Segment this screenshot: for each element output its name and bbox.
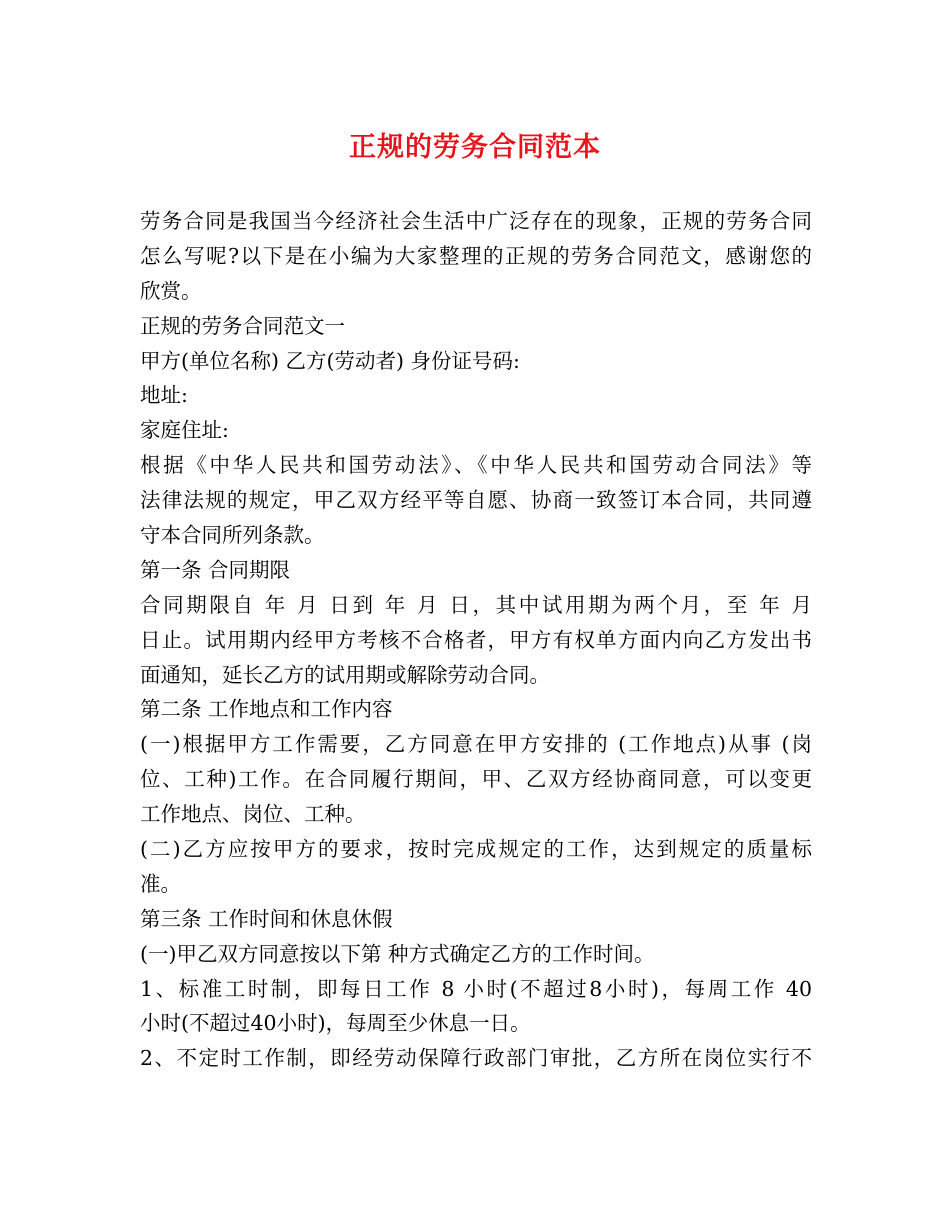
paragraph-line: 面通知，延长乙方的试用期或解除劳动合同。 [140,662,550,687]
paragraph-line: 1、标准工时制，即每日工作 8 小时(不超过8小时)，每周工作 40 [140,976,812,1001]
paragraph-line: 位、工种)工作。在合同履行期间，甲、乙双方经协商同意，可以变更 [140,767,812,792]
paragraph-line: 日止。试用期内经甲方考核不合格者，甲方有权单方面内向乙方发出书 [140,627,812,652]
paragraph-line: (一)根据甲方工作需要，乙方同意在甲方安排的 (工作地点)从事 (岗 [140,732,812,757]
paragraph-line: 第一条 合同期限 [140,557,291,582]
paragraph-line: 劳务合同是我国当今经济社会生活中广泛存在的现象，正规的劳务合同 [140,209,812,233]
paragraph-line: 小时(不超过40小时)，每周至少休息一日。 [140,1011,531,1036]
paragraph-line: 2、不定时工作制，即经劳动保障行政部门审批，乙方所在岗位实行不 [140,1046,812,1071]
paragraph-line: 准。 [140,871,181,896]
document-body [140,204,812,1076]
paragraph-line: 家庭住址: [140,418,229,443]
paragraph-line: 正规的劳务合同范文一 [140,313,345,338]
paragraph-line: 地址: [140,383,188,408]
paragraph-line: 第三条 工作时间和休息休假 [140,906,393,931]
paragraph-line: 怎么写呢?以下是在小编为大家整理的正规的劳务合同范文，感谢您的 [140,243,812,268]
paragraph-line: (二)乙方应按甲方的要求，按时完成规定的工作，达到规定的质量标 [140,837,812,862]
paragraph-line: 根据《中华人民共和国劳动法》、《中华人民共和国劳动合同法》等 [140,453,812,478]
paragraph-line: (一)甲乙双方同意按以下第 种方式确定乙方的工作时间。 [140,941,655,966]
paragraph-line: 甲方(单位名称) 乙方(劳动者) 身份证号码: [140,348,520,373]
paragraph-line: 第二条 工作地点和工作内容 [140,697,393,722]
paragraph-line: 欣赏。 [140,278,202,303]
paragraph-line: 工作地点、岗位、工种。 [140,802,366,827]
paragraph-line: 法律法规的规定，甲乙双方经平等自愿、协商一致签订本合同，共同遵 [140,488,812,513]
document-title: 正规的劳务合同范本 [349,132,601,163]
paragraph-line: 合同期限自 年 月 日到 年 月 日，其中试用期为两个月，至 年 月 [140,592,812,617]
paragraph-line: 守本合同所列条款。 [140,523,325,548]
